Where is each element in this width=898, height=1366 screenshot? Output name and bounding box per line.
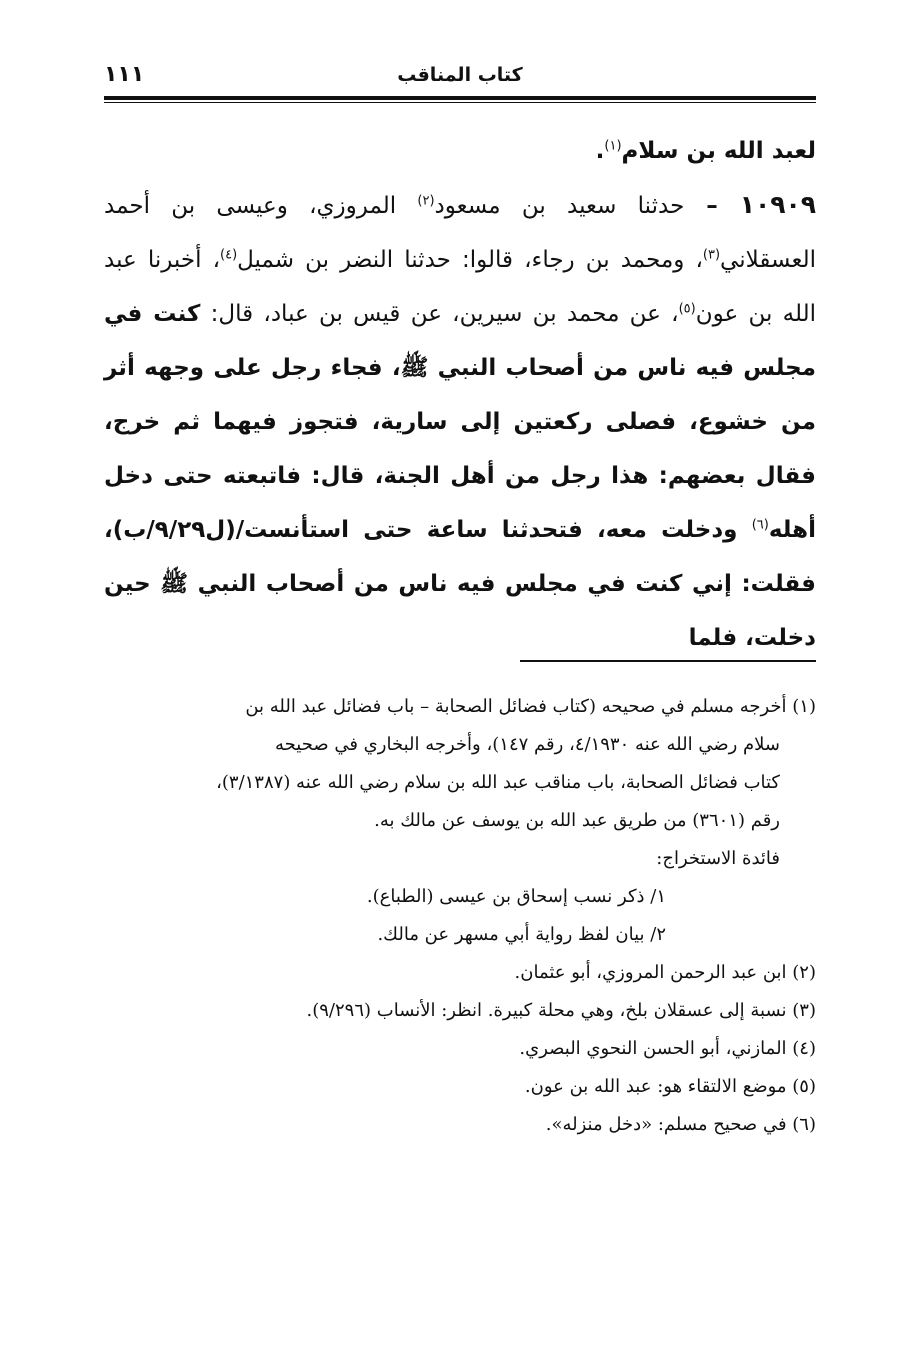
footnote-ref-2: (٢)	[417, 193, 435, 209]
footnote-1-line-2: سلام رضي الله عنه ٤/١٩٣٠، رقم ١٤٧)، وأخرجه البخاري في صحيحه	[275, 734, 780, 755]
footnote-1-line-1: (١) أخرجه مسلم في صحيحه (كتاب فضائل الصحابة – باب فضائل عبد الله بن	[245, 696, 816, 717]
footnote-ref-6: (٦)	[751, 517, 769, 533]
matn-part-1: كنت في مجلس فيه ناس من أصحاب النبي ﷺ، فجاء رجل على وجهه أثر من خشوع، فصلى ركعتين إلى سارية، فتجوز فيهما ثم خرج، فقال بعضهم: هذا رجل من أهل الجنة، قال: فاتبعته حتى دخل أهله	[104, 301, 816, 543]
opening-line-end: .	[595, 138, 605, 164]
opening-line-text: لعبد الله بن سلام	[621, 138, 816, 164]
footnotes	[104, 688, 816, 1144]
footnote-4: (٤) المازني، أبو الحسن النحوي البصري.	[519, 1038, 816, 1059]
footnote-5: (٥) موضع الالتقاء هو: عبد الله بن عون.	[524, 1076, 816, 1097]
footnote-ref-5: (٥)	[678, 301, 696, 317]
footnote-1-benefit-2: ٢/ بيان لفظ رواية أبي مسهر عن مالك.	[377, 924, 666, 945]
header-rule-thin	[104, 102, 816, 103]
footnote-ref-4: (٤)	[220, 247, 238, 263]
footnote-separator	[520, 660, 816, 662]
page-number: ١١١	[104, 62, 145, 87]
footnote-1-benefit-heading: فائدة الاستخراج:	[656, 848, 780, 869]
footnote-1-line-4: رقم (٣٦٠١) من طريق عبد الله بن يوسف عن مالك به.	[374, 810, 780, 831]
isnad-segment-2: المروزي، وعيسى بن أحمد العسقلاني	[104, 193, 816, 273]
footnote-2: (٢) ابن عبد الرحمن المروزي، أبو عثمان.	[514, 962, 816, 983]
running-title: كتاب المناقب	[397, 64, 523, 86]
opening-line	[104, 124, 816, 178]
isnad-segment-3: ، ومحمد بن رجاء، قالوا: حدثنا النضر بن شميل	[237, 247, 703, 273]
page-header	[104, 58, 816, 98]
footnote-ref-1: (١)	[604, 138, 622, 154]
main-text	[104, 124, 816, 665]
isnad-segment-4: ، أخبرنا عبد الله بن عون	[104, 247, 816, 327]
isnad-segment-5: ، عن محمد بن سيرين، عن قيس بن عباد، قال:	[200, 301, 679, 327]
hadith-number: ١٠٩٠٩	[739, 190, 817, 219]
isnad-segment-1: حدثنا سعيد بن مسعود	[434, 193, 685, 219]
matn-part-2: ودخلت معه، فتحدثنا ساعة حتى استأنست/(ل٩/٢٩/ب)، فقلت: إني كنت في مجلس فيه ناس من أصحاب النبي ﷺ حين دخلت، فلما	[104, 517, 816, 651]
footnote-ref-3: (٣)	[702, 247, 721, 263]
footnote-1-line-3: كتاب فضائل الصحابة، باب مناقب عبد الله بن سلام رضي الله عنه (٣/١٣٨٧)،	[216, 772, 780, 793]
footnote-1-benefit-1: ١/ ذكر نسب إسحاق بن عيسى (الطباع).	[366, 886, 666, 907]
hadith-dash: –	[684, 193, 740, 219]
header-rule-thick	[104, 96, 816, 100]
hadith-paragraph	[104, 178, 816, 665]
footnote-6: (٦) في صحيح مسلم: «دخل منزله».	[545, 1114, 816, 1135]
footnote-3: (٣) نسبة إلى عسقلان بلخ، وهي محلة كبيرة. انظر: الأنساب (٩/٢٩٦).	[306, 1000, 816, 1021]
